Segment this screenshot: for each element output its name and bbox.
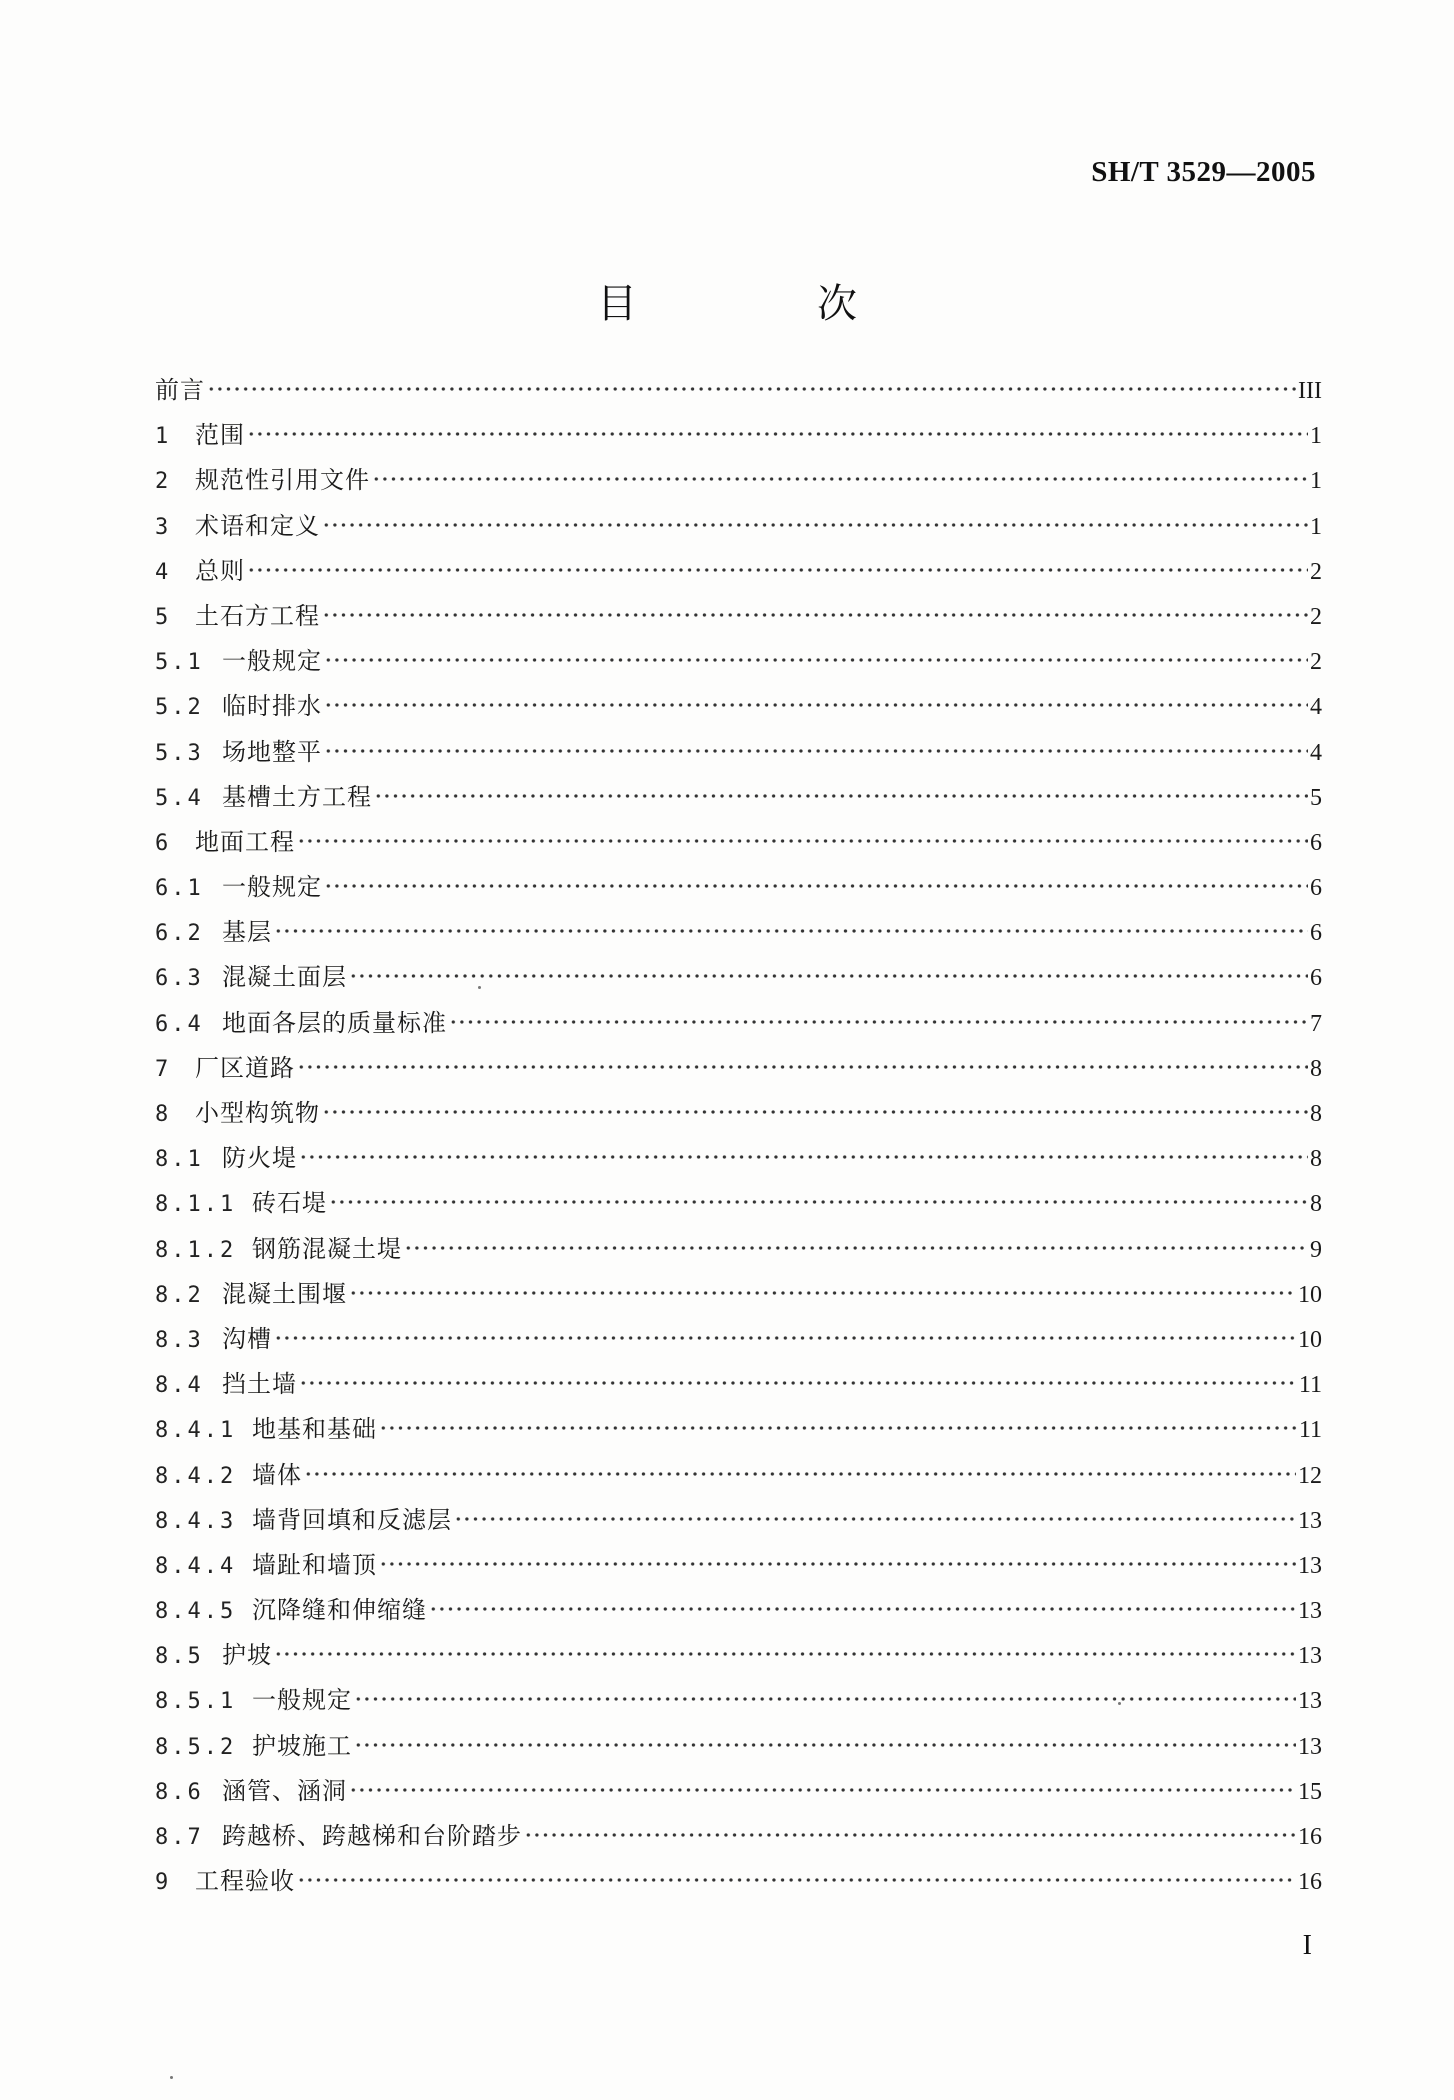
toc-entry-number: 8.4 <box>155 1373 204 1399</box>
toc-entry-number: 8.2 <box>155 1282 204 1308</box>
toc-entry-title: 工程验收 <box>195 1867 295 1896</box>
toc-entry-title: 护坡 <box>222 1641 272 1670</box>
toc-entry[interactable] <box>155 639 1322 684</box>
toc-entry-number: 8.4.3 <box>155 1508 237 1534</box>
toc-entry-number: 6.2 <box>155 921 204 947</box>
toc-entry-number: 3 <box>155 514 172 540</box>
toc-dot-leader <box>207 384 1296 394</box>
toc-entry-title: 墙体 <box>252 1460 302 1489</box>
toc-dot-leader <box>322 1107 1308 1117</box>
toc-entry-page: 1 <box>1310 423 1322 450</box>
toc-entry-number: 5.1 <box>155 650 204 676</box>
toc-entry-number: 8.4.4 <box>155 1553 237 1579</box>
toc-entry-title: 基层 <box>222 918 272 947</box>
toc-dot-leader <box>454 1514 1296 1524</box>
toc-entry[interactable] <box>155 730 1322 775</box>
toc-entry-page: 2 <box>1310 558 1322 585</box>
toc-entry[interactable] <box>155 549 1322 594</box>
toc-entry-page: 13 <box>1298 1733 1322 1760</box>
toc-dot-leader <box>349 971 1308 981</box>
toc-entry-page: 4 <box>1310 739 1322 766</box>
toc-entry-number: 5.4 <box>155 785 204 811</box>
toc-entry-number: 8.1.2 <box>155 1237 237 1263</box>
toc-entry-title: 厂区道路 <box>195 1053 295 1082</box>
toc-entry-number: 6.1 <box>155 876 204 902</box>
toc-entry-title: 小型构筑物 <box>195 1099 320 1127</box>
toc-entry-title: 地基和基础 <box>252 1415 377 1444</box>
table-of-contents <box>155 368 1322 1904</box>
toc-entry[interactable] <box>155 594 1322 639</box>
toc-entry-title: 涵管、涵洞 <box>222 1776 347 1805</box>
toc-entry-title: 墙趾和墙顶 <box>252 1550 377 1579</box>
toc-entry-title: 跨越桥、跨越梯和台阶踏步 <box>222 1822 522 1850</box>
toc-dot-leader <box>329 1197 1308 1207</box>
toc-entry-page: 8 <box>1310 1146 1322 1173</box>
toc-entry[interactable] <box>155 820 1322 865</box>
toc-entry[interactable] <box>155 1362 1322 1407</box>
toc-entry-page: 2 <box>1310 603 1322 630</box>
toc-dot-leader <box>324 746 1308 756</box>
toc-dot-leader <box>274 1649 1296 1659</box>
toc-entry-number: 9 <box>155 1870 172 1896</box>
toc-entry-title: 土石方工程 <box>195 601 320 630</box>
toc-entry-number: 8.5 <box>155 1644 204 1670</box>
toc-entry-page: 2 <box>1310 649 1322 676</box>
toc-entry[interactable] <box>155 1814 1322 1859</box>
toc-dot-leader <box>297 1875 1296 1885</box>
toc-entry-title: 规范性引用文件 <box>195 466 370 495</box>
toc-dot-leader <box>299 1152 1308 1162</box>
toc-entry-page: 6 <box>1310 875 1322 902</box>
toc-dot-leader <box>449 1017 1308 1027</box>
toc-entry[interactable] <box>155 1498 1322 1543</box>
toc-entry-title: 混凝土围堰 <box>222 1279 347 1308</box>
toc-entry-page: 11 <box>1298 1372 1322 1399</box>
toc-entry[interactable] <box>155 910 1322 955</box>
toc-entry-title: 一般规定 <box>252 1686 352 1715</box>
toc-entry[interactable] <box>155 1272 1322 1317</box>
toc-dot-leader <box>404 1243 1308 1253</box>
toc-dot-leader <box>324 700 1308 710</box>
toc-entry-page: 13 <box>1298 1688 1322 1715</box>
toc-entry[interactable] <box>155 1001 1322 1046</box>
toc-entry-title: 沟槽 <box>222 1324 272 1353</box>
toc-entry[interactable] <box>155 1407 1322 1452</box>
toc-dot-leader <box>349 1288 1296 1298</box>
scan-speck <box>478 986 481 989</box>
toc-dot-leader <box>374 791 1308 801</box>
toc-entry-page: 10 <box>1298 1281 1322 1308</box>
toc-entry-page: 1 <box>1310 468 1322 495</box>
toc-entry-number: 4 <box>155 559 172 585</box>
toc-entry-number: 5.2 <box>155 695 204 721</box>
toc-entry[interactable] <box>155 1317 1322 1362</box>
page-number: I <box>1302 1930 1312 1961</box>
toc-entry-number: 8.5.2 <box>155 1734 237 1760</box>
toc-dot-leader <box>354 1694 1296 1704</box>
toc-entry-title: 一般规定 <box>222 873 322 902</box>
toc-title: 目 次 <box>597 281 927 327</box>
toc-entry-page: 1 <box>1310 513 1322 540</box>
toc-entry[interactable] <box>155 865 1322 910</box>
toc-entry[interactable] <box>155 1091 1322 1136</box>
toc-dot-leader <box>324 881 1308 891</box>
toc-dot-leader <box>274 926 1308 936</box>
toc-entry[interactable] <box>155 368 1322 413</box>
toc-entry-title: 地面工程 <box>195 827 295 856</box>
toc-dot-leader <box>297 836 1308 846</box>
toc-entry[interactable] <box>155 1227 1322 1272</box>
toc-entry-title: 护坡施工 <box>252 1731 352 1760</box>
toc-entry[interactable] <box>155 1181 1322 1226</box>
toc-entry-title: 砖石堤 <box>252 1189 327 1218</box>
toc-dot-leader <box>372 474 1308 484</box>
toc-entry-number: 8.1 <box>155 1147 204 1173</box>
toc-entry-number: 8.3 <box>155 1327 204 1353</box>
toc-entry-number: 5.3 <box>155 740 204 766</box>
toc-entry[interactable] <box>155 458 1322 503</box>
toc-entry-page: 12 <box>1298 1462 1322 1489</box>
toc-entry-page: 6 <box>1310 829 1322 856</box>
toc-entry-title: 一般规定 <box>222 647 322 676</box>
toc-entry-title: 钢筋混凝土堤 <box>252 1234 402 1263</box>
toc-entry[interactable] <box>155 1046 1322 1091</box>
scan-speck <box>1118 1702 1121 1705</box>
toc-entry-title: 前言 <box>155 376 205 404</box>
toc-dot-leader <box>379 1423 1297 1433</box>
toc-entry-page: 6 <box>1310 920 1322 947</box>
toc-dot-leader <box>524 1830 1296 1840</box>
toc-entry-title: 挡土墙 <box>222 1370 297 1399</box>
standard-code: SH/T 3529—2005 <box>1091 156 1316 188</box>
toc-entry-number: 8.6 <box>155 1779 204 1805</box>
toc-entry-page: 6 <box>1310 965 1322 992</box>
toc-dot-leader <box>322 610 1308 620</box>
toc-entry-page: 8 <box>1310 1101 1322 1127</box>
toc-entry-page: 8 <box>1310 1191 1322 1218</box>
toc-entry[interactable] <box>155 1678 1322 1723</box>
toc-entry-page: 16 <box>1298 1824 1322 1850</box>
toc-entry-number: 8.4.1 <box>155 1418 237 1444</box>
toc-entry-number: 8.1.1 <box>155 1192 237 1218</box>
toc-entry-page: 9 <box>1310 1236 1322 1263</box>
toc-entry[interactable] <box>155 1543 1322 1588</box>
toc-dot-leader <box>247 429 1308 439</box>
toc-entry-title: 防火堤 <box>222 1144 297 1173</box>
toc-entry-page: 5 <box>1310 784 1322 811</box>
toc-entry[interactable] <box>155 1724 1322 1769</box>
toc-entry[interactable] <box>155 1453 1322 1498</box>
toc-entry-page: III <box>1298 378 1322 404</box>
toc-entry-number: 8.4.5 <box>155 1599 237 1625</box>
scan-speck <box>170 2076 173 2079</box>
toc-entry-page: 13 <box>1298 1552 1322 1579</box>
toc-entry-title: 地面各层的质量标准 <box>222 1008 447 1037</box>
toc-dot-leader <box>322 520 1308 530</box>
toc-dot-leader <box>304 1469 1296 1479</box>
toc-entry[interactable] <box>155 504 1322 549</box>
toc-entry-number: 8.7 <box>155 1825 204 1850</box>
toc-entry-page: 16 <box>1298 1869 1322 1896</box>
toc-entry-number: 1 <box>155 424 172 450</box>
toc-entry-number: 5 <box>155 604 172 630</box>
toc-entry-number: 8.4.2 <box>155 1463 237 1489</box>
toc-dot-leader <box>354 1740 1296 1750</box>
toc-dot-leader <box>429 1604 1296 1614</box>
toc-entry-title: 临时排水 <box>222 692 322 721</box>
toc-entry-page: 15 <box>1298 1778 1322 1805</box>
toc-entry-number: 2 <box>155 469 172 495</box>
toc-entry[interactable] <box>155 1588 1322 1633</box>
toc-entry-title: 沉降缝和伸缩缝 <box>252 1596 427 1625</box>
toc-entry-title: 总则 <box>195 556 245 585</box>
toc-entry[interactable] <box>155 413 1322 458</box>
toc-entry-title: 术语和定义 <box>195 511 320 540</box>
toc-dot-leader <box>247 565 1308 575</box>
toc-entry-number: 6 <box>155 830 172 856</box>
toc-entry-page: 13 <box>1298 1643 1322 1670</box>
toc-entry[interactable] <box>155 1859 1322 1904</box>
toc-entry-number: 7 <box>155 1056 172 1082</box>
toc-dot-leader <box>324 655 1308 665</box>
toc-dot-leader <box>349 1785 1296 1795</box>
toc-entry[interactable] <box>155 684 1322 729</box>
toc-entry-title: 基槽土方工程 <box>222 782 372 811</box>
toc-entry-page: 11 <box>1298 1417 1322 1444</box>
toc-entry[interactable] <box>155 775 1322 820</box>
toc-entry-title: 混凝土面层 <box>222 963 347 992</box>
toc-entry-page: 4 <box>1310 694 1322 721</box>
toc-entry-number: 8.5.1 <box>155 1689 237 1715</box>
toc-entry-title: 墙背回填和反滤层 <box>252 1505 452 1534</box>
toc-entry[interactable] <box>155 1769 1322 1814</box>
toc-entry-page: 7 <box>1310 1010 1322 1037</box>
toc-entry[interactable] <box>155 955 1322 1000</box>
toc-dot-leader <box>379 1559 1296 1569</box>
toc-entry[interactable] <box>155 1633 1322 1678</box>
toc-dot-leader <box>297 1062 1308 1072</box>
toc-entry-page: 10 <box>1298 1326 1322 1353</box>
toc-entry[interactable] <box>155 1136 1322 1181</box>
toc-entry-number: 6.3 <box>155 966 204 992</box>
toc-entry-title: 范围 <box>195 421 245 450</box>
toc-dot-leader <box>299 1378 1297 1388</box>
toc-entry-title: 场地整平 <box>222 737 322 766</box>
toc-dot-leader <box>274 1333 1296 1343</box>
toc-entry-number: 8 <box>155 1102 172 1127</box>
toc-entry-page: 13 <box>1298 1507 1322 1534</box>
toc-entry-page: 8 <box>1310 1055 1322 1082</box>
toc-entry-page: 13 <box>1298 1598 1322 1625</box>
toc-entry-number: 6.4 <box>155 1011 204 1037</box>
